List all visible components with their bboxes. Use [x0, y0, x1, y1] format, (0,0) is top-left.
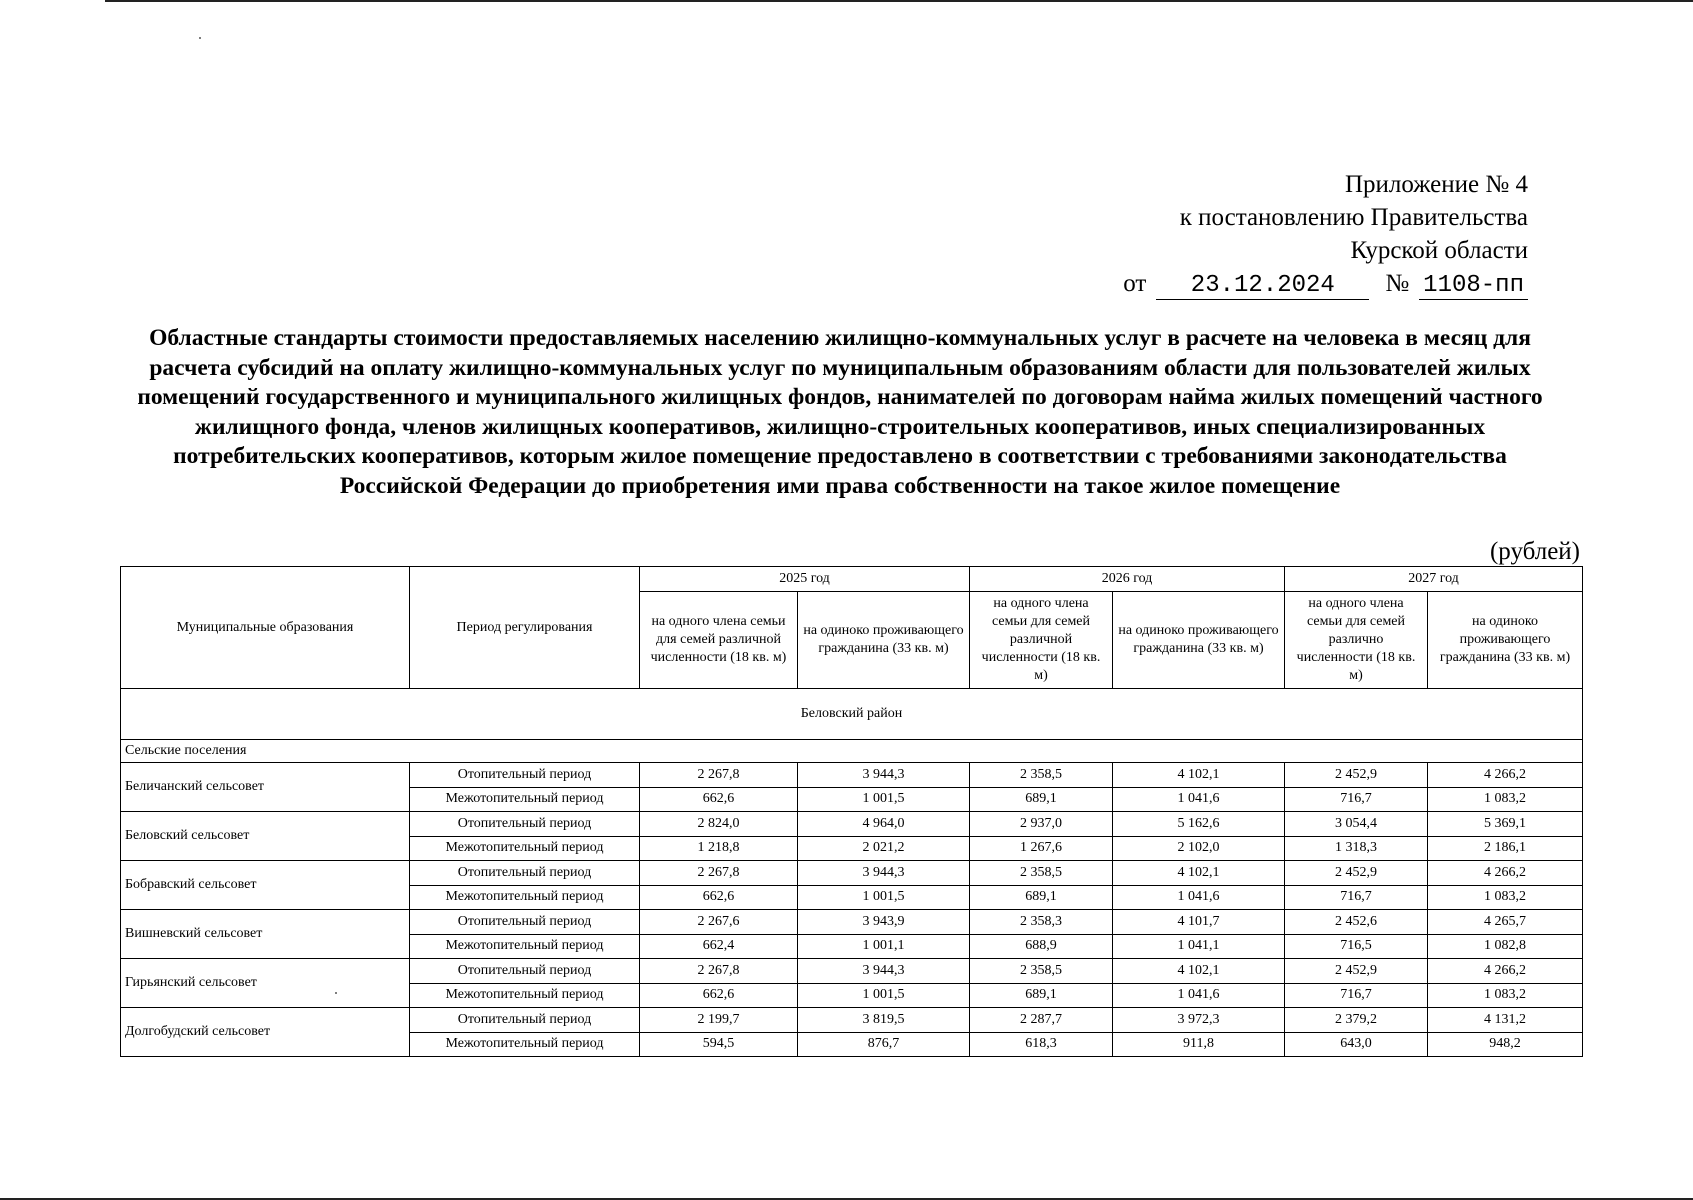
- period-cell: Межотопительный период: [410, 787, 640, 812]
- table-row: [121, 812, 1583, 837]
- subheader-family-member: на одного члена семьи для семей различной численности (18 кв. м): [970, 592, 1113, 689]
- table-row: [121, 1008, 1583, 1033]
- value-cell: 2 452,9: [1285, 763, 1428, 788]
- municipality-name: Долгобудский сельсовет: [121, 1008, 410, 1057]
- value-cell: 4 265,7: [1428, 910, 1583, 935]
- header-row-years: [121, 567, 1583, 592]
- period-cell: Отопительный период: [410, 910, 640, 935]
- value-cell: 1 318,3: [1285, 836, 1428, 861]
- value-cell: 2 102,0: [1113, 836, 1285, 861]
- value-cell: 716,7: [1285, 983, 1428, 1008]
- value-cell: 1 083,2: [1428, 885, 1583, 910]
- value-cell: 2 287,7: [970, 1008, 1113, 1033]
- scan-edge-top: [105, 0, 1693, 2]
- period-cell: Межотопительный период: [410, 1032, 640, 1057]
- subheader-family-member: на одного члена семьи для семей различно численности (18 кв. м): [1285, 592, 1428, 689]
- value-cell: 2 379,2: [1285, 1008, 1428, 1033]
- value-cell: 2 358,5: [970, 959, 1113, 984]
- resolution-number: 1108-пп: [1419, 273, 1528, 300]
- value-cell: 4 102,1: [1113, 763, 1285, 788]
- municipality-name: Гирьянский сельсовет: [121, 959, 410, 1008]
- value-cell: 1 001,1: [798, 934, 970, 959]
- value-cell: 1 001,5: [798, 983, 970, 1008]
- header-year-2026: 2026 год: [970, 567, 1285, 592]
- value-cell: 2 267,8: [640, 861, 798, 886]
- value-cell: 3 972,3: [1113, 1008, 1285, 1033]
- value-cell: 4 102,1: [1113, 959, 1285, 984]
- value-cell: 3 944,3: [798, 959, 970, 984]
- value-cell: 2 186,1: [1428, 836, 1583, 861]
- value-cell: 911,8: [1113, 1032, 1285, 1057]
- appendix-block: [1068, 168, 1528, 300]
- value-cell: 2 452,6: [1285, 910, 1428, 935]
- value-cell: 1 083,2: [1428, 787, 1583, 812]
- date-label: от: [1123, 270, 1147, 297]
- header-municipality: Муниципальные образования: [121, 567, 410, 689]
- value-cell: 5 162,6: [1113, 812, 1285, 837]
- period-cell: Межотопительный период: [410, 836, 640, 861]
- appendix-resolution-ref: к постановлению Правительства: [1179, 204, 1528, 231]
- municipality-name: Беличанский сельсовет: [121, 763, 410, 812]
- table-row: [121, 763, 1583, 788]
- value-cell: 594,5: [640, 1032, 798, 1057]
- value-cell: 2 358,3: [970, 910, 1113, 935]
- unit-label: (рублей): [1489, 538, 1580, 565]
- value-cell: 876,7: [798, 1032, 970, 1057]
- subheader-single-citizen: на одиноко проживающего гражданина (33 кв. м): [1113, 592, 1285, 689]
- period-cell: Отопительный период: [410, 959, 640, 984]
- value-cell: 1 041,1: [1113, 934, 1285, 959]
- value-cell: 3 819,5: [798, 1008, 970, 1033]
- district-name: Беловский район: [121, 689, 1583, 740]
- value-cell: 5 369,1: [1428, 812, 1583, 837]
- value-cell: 2 267,6: [640, 910, 798, 935]
- value-cell: 3 944,3: [798, 861, 970, 886]
- standards-table: [120, 566, 1583, 1057]
- value-cell: 662,6: [640, 885, 798, 910]
- value-cell: 4 266,2: [1428, 959, 1583, 984]
- value-cell: 2 937,0: [970, 812, 1113, 837]
- value-cell: 1 001,5: [798, 787, 970, 812]
- value-cell: 4 101,7: [1113, 910, 1285, 935]
- value-cell: 4 266,2: [1428, 763, 1583, 788]
- value-cell: 2 452,9: [1285, 861, 1428, 886]
- value-cell: 716,7: [1285, 885, 1428, 910]
- value-cell: 2 824,0: [640, 812, 798, 837]
- table-row: [121, 910, 1583, 935]
- value-cell: 689,1: [970, 983, 1113, 1008]
- value-cell: 662,4: [640, 934, 798, 959]
- value-cell: 2 267,8: [640, 959, 798, 984]
- header-year-2027: 2027 год: [1285, 567, 1583, 592]
- value-cell: 1 001,5: [798, 885, 970, 910]
- appendix-region: Курской области: [1350, 237, 1528, 264]
- value-cell: 2 021,2: [798, 836, 970, 861]
- value-cell: 1 041,6: [1113, 787, 1285, 812]
- value-cell: 3 943,9: [798, 910, 970, 935]
- resolution-date: 23.12.2024: [1156, 273, 1369, 300]
- value-cell: 4 102,1: [1113, 861, 1285, 886]
- value-cell: 4 266,2: [1428, 861, 1583, 886]
- value-cell: 2 358,5: [970, 861, 1113, 886]
- value-cell: 2 452,9: [1285, 959, 1428, 984]
- subheader-single-citizen: на одиноко проживающего гражданина (33 кв. м): [1428, 592, 1583, 689]
- number-label: №: [1385, 270, 1410, 297]
- value-cell: 618,3: [970, 1032, 1113, 1057]
- value-cell: 1 041,6: [1113, 983, 1285, 1008]
- value-cell: 1 082,8: [1428, 934, 1583, 959]
- value-cell: 2 199,7: [640, 1008, 798, 1033]
- value-cell: 4 964,0: [798, 812, 970, 837]
- value-cell: 662,6: [640, 787, 798, 812]
- period-cell: Отопительный период: [410, 763, 640, 788]
- period-cell: Межотопительный период: [410, 934, 640, 959]
- municipality-name: Бобравский сельсовет: [121, 861, 410, 910]
- value-cell: 948,2: [1428, 1032, 1583, 1057]
- period-cell: Отопительный период: [410, 1008, 640, 1033]
- period-cell: Отопительный период: [410, 861, 640, 886]
- municipality-name: Беловский сельсовет: [121, 812, 410, 861]
- value-cell: 4 131,2: [1428, 1008, 1583, 1033]
- district-row: [121, 689, 1583, 740]
- appendix-title: Приложение № 4: [1344, 171, 1528, 198]
- value-cell: 716,5: [1285, 934, 1428, 959]
- value-cell: 2 267,8: [640, 763, 798, 788]
- document-title: Областные стандарты стоимости предоставляемых населению жилищно-коммунальных услуг в расчете на человека в месяц для расчета субсидий на оплату жилищно-коммунальных услуг по муниципальным образованиям области для пользователей жилых помещений государственного и муниципального жилищных фондов, нанимателей по договорам найма жилых помещений частного жилищного фонда, членов жилищных кооперативов, жилищно-строительных кооперативов, иных специализированных потребительских кооперативов, которым жилое помещение предоставлено в соответствии с требованиями законодательства Российской Федерации до приобретения ими права собственности на такое жилое помещение: [137, 325, 1543, 499]
- value-cell: 716,7: [1285, 787, 1428, 812]
- value-cell: 688,9: [970, 934, 1113, 959]
- header-year-2025: 2025 год: [640, 567, 970, 592]
- value-cell: 1 041,6: [1113, 885, 1285, 910]
- value-cell: 3 054,4: [1285, 812, 1428, 837]
- municipality-name: Вишневский сельсовет: [121, 910, 410, 959]
- appendix-date-line: [1068, 267, 1528, 300]
- section-row: [121, 740, 1583, 763]
- value-cell: 689,1: [970, 787, 1113, 812]
- period-cell: Межотопительный период: [410, 885, 640, 910]
- period-cell: Межотопительный период: [410, 983, 640, 1008]
- scan-speck: [199, 37, 201, 39]
- value-cell: 1 218,8: [640, 836, 798, 861]
- value-cell: 1 083,2: [1428, 983, 1583, 1008]
- subheader-single-citizen: на одиноко проживающего гражданина (33 кв. м): [798, 592, 970, 689]
- value-cell: 689,1: [970, 885, 1113, 910]
- table-row: [121, 959, 1583, 984]
- value-cell: 2 358,5: [970, 763, 1113, 788]
- value-cell: 662,6: [640, 983, 798, 1008]
- value-cell: 643,0: [1285, 1032, 1428, 1057]
- value-cell: 1 267,6: [970, 836, 1113, 861]
- period-cell: Отопительный период: [410, 812, 640, 837]
- subheader-family-member: на одного члена семьи для семей различной численности (18 кв. м): [640, 592, 798, 689]
- header-period: Период регулирования: [410, 567, 640, 689]
- section-name: Сельские поселения: [121, 740, 1583, 763]
- table-row: [121, 861, 1583, 886]
- value-cell: 3 944,3: [798, 763, 970, 788]
